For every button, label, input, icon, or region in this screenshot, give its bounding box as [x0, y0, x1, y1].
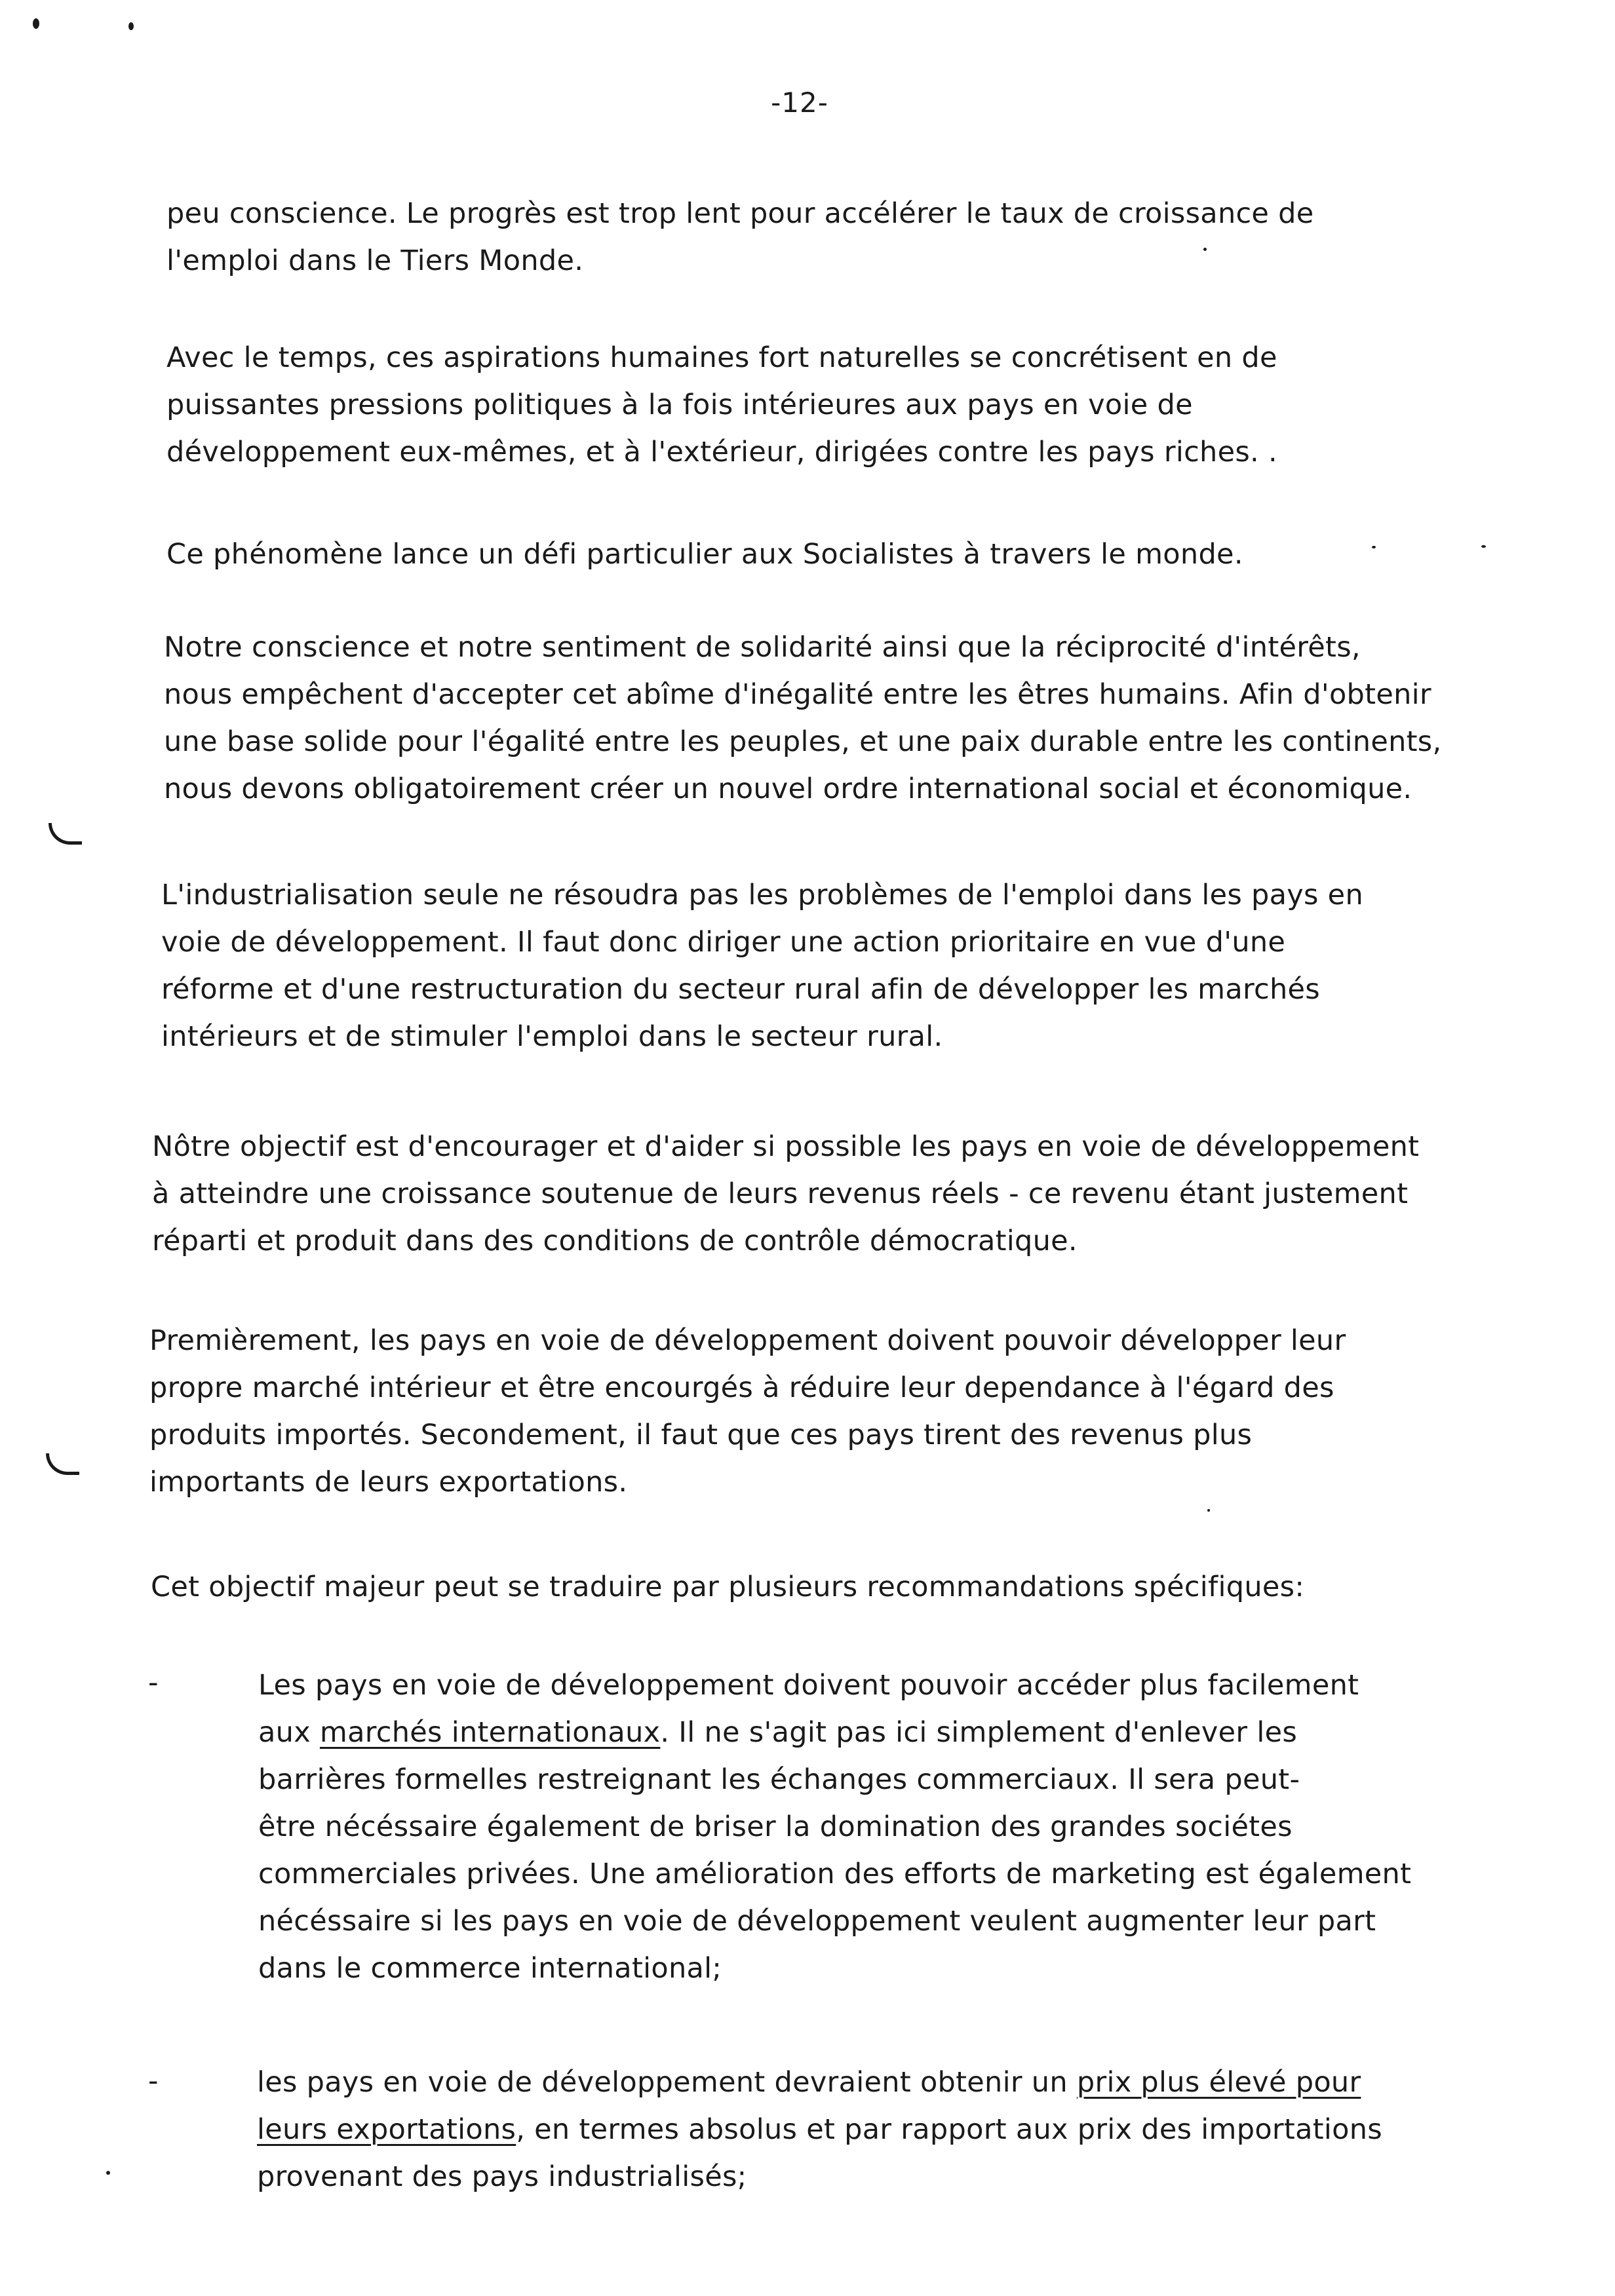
text-line: nous devons obligatoirement créer un nouvel ordre international social et économique.	[164, 773, 1412, 805]
text-line: nécéssaire si les pays en voie de développement veulent augmenter leur part	[258, 1905, 1376, 1938]
bullet-dash: -	[148, 2065, 159, 2097]
bullet-item-international-markets	[258, 1662, 1411, 1992]
text-line: Les pays en voie de développement doivent pouvoir accéder plus facilement	[258, 1669, 1359, 1702]
paragraph-4	[164, 624, 1441, 813]
text-line: dans le commerce international;	[258, 1952, 722, 1985]
text-line: être nécéssaire également de briser la domination des grandes sociétes	[258, 1810, 1293, 1843]
text-line: peu conscience. Le progrès est trop lent pour accélérer le taux de croissance de	[166, 197, 1314, 230]
text-line: réforme et d'une restructuration du secteur rural afin de développer les marchés	[161, 973, 1320, 1006]
text-line	[257, 2106, 1382, 2153]
page-number: -12-	[771, 86, 828, 119]
scan-speck	[1207, 1509, 1210, 1512]
text-line: provenant des pays industrialisés;	[257, 2160, 747, 2193]
text-line: importants de leurs exportations.	[149, 1466, 628, 1499]
scan-speck	[128, 22, 134, 30]
text-line: barrières formelles restreignant les échanges commerciaux. Il sera peut-	[258, 1763, 1300, 1796]
text-segment: , en termes absolus et par rapport aux prix des importations	[516, 2113, 1382, 2146]
text-line: Nôtre objectif est d'encourager et d'aider si possible les pays en voie de développement	[152, 1130, 1420, 1163]
text-line	[257, 2059, 1382, 2106]
paragraph-8	[151, 1563, 1304, 1611]
underlined-term: marchés internationaux	[319, 1716, 661, 1749]
text-line: intérieurs et de stimuler l'emploi dans le secteur rural.	[161, 1020, 943, 1053]
text-line: produits importés. Secondement, il faut que ces pays tirent des revenus plus	[149, 1419, 1253, 1451]
paragraph-7	[149, 1317, 1346, 1506]
scan-speck	[33, 18, 39, 29]
text-line	[258, 1709, 1411, 1756]
text-line: à atteindre une croissance soutenue de leurs revenus réels - ce revenu étant justement	[152, 1177, 1409, 1210]
text-line: L'industrialisation seule ne résoudra pas les problèmes de l'emploi dans les pays en	[161, 879, 1363, 911]
underlined-term: prix plus élevé pour	[1076, 2066, 1361, 2099]
text-line: une base solide pour l'égalité entre les peuples, et une paix durable entre les continents,	[164, 725, 1442, 758]
text-line: développement eux-mêmes, et à l'extérieur, dirigées contre les pays riches. .	[166, 436, 1277, 469]
text-segment: aux	[258, 1716, 320, 1749]
scan-speck	[1481, 545, 1486, 548]
text-line: réparti et produit dans des conditions de contrôle démocratique.	[152, 1225, 1078, 1257]
text-segment: . Il ne s'agit pas ici simplement d'enlever les	[660, 1716, 1298, 1749]
text-line: commerciales privées. Une amélioration des efforts de marketing est également	[258, 1858, 1412, 1890]
text-line: Premièrement, les pays en voie de développement doivent pouvoir développer leur	[149, 1324, 1346, 1357]
bullet-dash: -	[148, 1666, 159, 1699]
paragraph-5	[161, 871, 1363, 1060]
text-line: Avec le temps, ces aspirations humaines fort naturelles se concrétisent en de	[166, 341, 1277, 374]
paragraph-1	[166, 190, 1314, 284]
text-line: l'emploi dans le Tiers Monde.	[166, 244, 584, 277]
margin-mark	[49, 823, 82, 845]
scan-speck	[106, 2171, 110, 2175]
text-line: Cet objectif majeur peut se traduire par plusieurs recommandations spécifiques:	[151, 1571, 1305, 1603]
margin-mark	[46, 1453, 79, 1475]
text-line: Notre conscience et notre sentiment de solidarité ainsi que la réciprocité d'intérêts,	[164, 631, 1361, 664]
paragraph-6	[152, 1123, 1419, 1265]
text-segment: les pays en voie de développement devraient obtenir un	[257, 2066, 1077, 2099]
text-line: propre marché intérieur et être encourgés à réduire leur dependance à l'égard des	[149, 1371, 1334, 1404]
paragraph-3	[166, 531, 1243, 578]
paragraph-2	[166, 334, 1277, 476]
text-line: puissantes pressions politiques à la fois intérieures aux pays en voie de	[166, 389, 1193, 421]
text-line: Ce phénomène lance un défi particulier aux Socialistes à travers le monde.	[166, 538, 1243, 571]
scan-speck	[1372, 546, 1376, 548]
text-line: nous empêchent d'accepter cet abîme d'inégalité entre les êtres humains. Afin d'obtenir	[164, 678, 1431, 711]
text-line: voie de développement. Il faut donc diriger une action prioritaire en vue d'une	[161, 926, 1286, 959]
underlined-term: leurs exportations	[257, 2113, 516, 2146]
bullet-item-export-prices	[257, 2059, 1382, 2200]
